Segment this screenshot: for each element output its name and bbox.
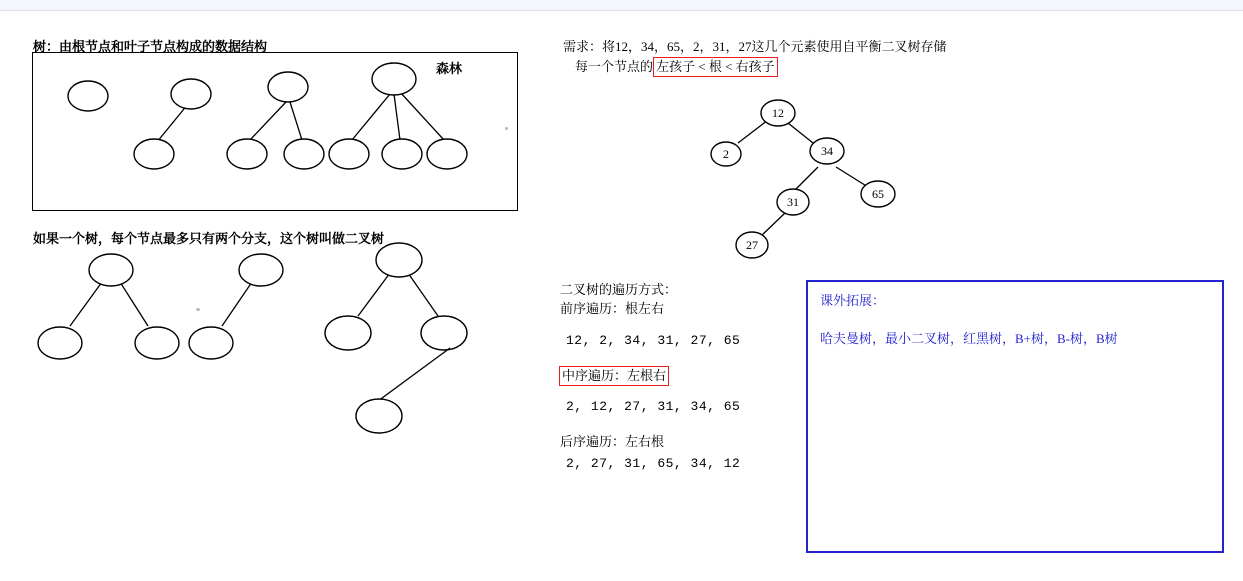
inorder-label-highlight: 中序遍历：左根右 xyxy=(559,366,669,386)
ordering-rule-highlight: 左孩子 < 根 < 右孩子 xyxy=(653,57,778,77)
binary-tree-examples-diagram xyxy=(30,248,450,448)
requirement-line-2 xyxy=(575,57,778,77)
inorder-values: 2, 12, 27, 31, 34, 65 xyxy=(566,399,741,414)
bst-node-label: 2 xyxy=(723,147,729,161)
postorder-values: 2, 27, 31, 65, 34, 12 xyxy=(566,456,741,471)
extension-content: 哈夫曼树，最小二叉树，红黑树，B+树，B-树，B树 xyxy=(820,331,1118,346)
traversal-title: 二叉树的遍历方式： xyxy=(560,282,678,297)
tree-definition-heading: 树：由根节点和叶子节点构成的数据结构 xyxy=(33,39,268,54)
extension-panel xyxy=(806,280,1224,553)
preorder-label: 前序遍历：根左右 xyxy=(560,301,665,316)
forest-label: 森林 xyxy=(436,61,463,76)
bst-diagram xyxy=(700,95,930,275)
bst-node-label: 31 xyxy=(787,195,799,209)
ink-speck-secondary xyxy=(196,308,200,311)
preorder-values: 12, 2, 34, 31, 27, 65 xyxy=(566,333,741,348)
bst-node-label: 65 xyxy=(872,187,884,201)
binary-tree-definition-heading: 如果一个树，每个节点最多只有两个分支，这个树叫做二叉树 xyxy=(33,231,385,246)
bst-node-label: 12 xyxy=(772,106,784,120)
bst-node-label: 27 xyxy=(746,238,758,252)
ink-speck xyxy=(505,127,508,130)
postorder-label: 后序遍历：左右根 xyxy=(560,434,665,449)
forest-diagram xyxy=(32,52,516,209)
bst-node-label: 34 xyxy=(821,144,833,158)
window-top-strip xyxy=(0,0,1243,11)
requirement-line-2-prefix: 每一个节点的 xyxy=(575,59,654,74)
extension-title: 课外拓展： xyxy=(820,293,886,308)
requirement-line-1: 需求：将12，34，65，2，31，27这几个元素使用自平衡二叉树存储 xyxy=(563,39,947,54)
